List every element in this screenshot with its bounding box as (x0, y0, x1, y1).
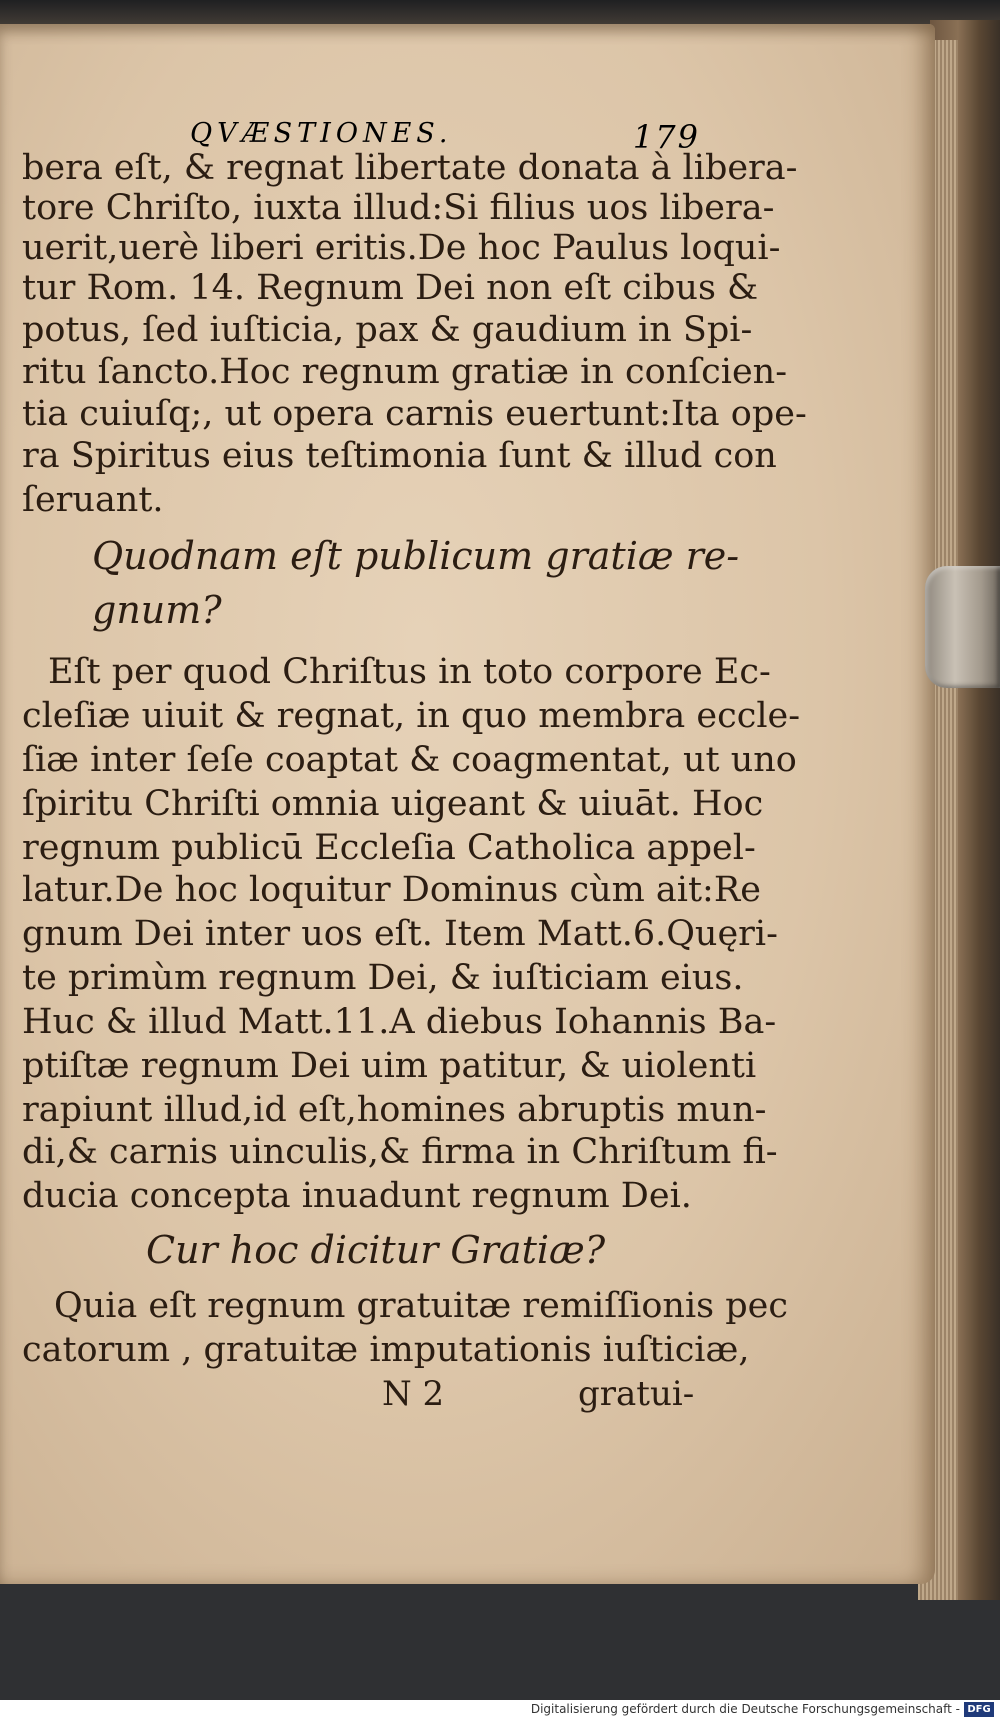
text-line: regnum publicū Eccleſia Catholica appel- (22, 828, 756, 868)
text-line: te primùm regnum Dei, & iuſticiam eius. (22, 958, 744, 998)
text-line: Huc & illud Matt.11.A diebus Iohannis Ba- (22, 1002, 777, 1042)
question-heading: gnum? (92, 588, 222, 632)
text-line: ſeruant. (22, 480, 164, 520)
text-line: ducia concepta inuadunt regnum Dei. (22, 1176, 692, 1216)
question-heading: Quodnam eſt publicum gratiæ re- (92, 534, 740, 578)
text-line: ritu ſancto.Hoc regnum gratiæ in conſcien- (22, 352, 788, 392)
signature-mark: N 2 (382, 1374, 445, 1414)
question-heading: Cur hoc dicitur Gratiæ? (146, 1228, 606, 1272)
page-number: 179 (632, 118, 700, 156)
catchword: gratui- (578, 1374, 695, 1414)
text-line: tur Rom. 14. Regnum Dei non eſt cibus & (22, 268, 759, 308)
text-line: ſpiritu Chriſti omnia uigeant & uiuāt. Hoc (22, 784, 764, 824)
running-title: QVÆSTIONES. (190, 118, 453, 149)
text-line: tia cuiuſq;, ut opera carnis euertunt:Ita ope- (22, 394, 807, 434)
text-line: potus, ſed iuſticia, pax & gaudium in Spi- (22, 310, 753, 350)
text-line: uerit,uerè liberi eritis.De hoc Paulus loqui- (22, 228, 781, 268)
text-line: di,& carnis uinculis,& firma in Chriſtum fi- (22, 1132, 778, 1172)
funding-credit: Digitalisierung gefördert durch die Deutsche Forschungsgemeinschaft - (530, 1702, 960, 1716)
text-line: tore Chriſto, iuxta illud:Si filius uos libera- (22, 188, 775, 228)
dfg-logo: DFG (964, 1702, 994, 1717)
text-line: Quia eſt regnum gratuitæ remiſſionis pec (54, 1286, 788, 1326)
text-line: latur.De hoc loquitur Dominus cùm ait:Re (22, 870, 761, 910)
text-line: bera eſt, & regnat libertate donata à libera- (22, 148, 798, 188)
text-line: Eſt per quod Chriſtus in toto corpore Ec- (48, 652, 771, 692)
text-line: gnum Dei inter uos eſt. Item Matt.6.Quęri- (22, 914, 778, 954)
text-line: catorum , gratuitæ imputationis iuſticiæ, (22, 1330, 750, 1370)
text-line: ſiæ inter ſeſe coaptat & coagmentat, ut uno (22, 740, 797, 780)
book-clasp (925, 566, 1000, 688)
text-line: cleſiæ uiuit & regnat, in quo membra eccle- (22, 696, 801, 736)
text-line: ra Spiritus eius teſtimonia ſunt & illud con (22, 436, 777, 476)
text-line: rapiunt illud,id eſt,homines abruptis mun- (22, 1090, 767, 1130)
text-line: ptiſtæ regnum Dei uim patitur, & uiolenti (22, 1046, 757, 1086)
